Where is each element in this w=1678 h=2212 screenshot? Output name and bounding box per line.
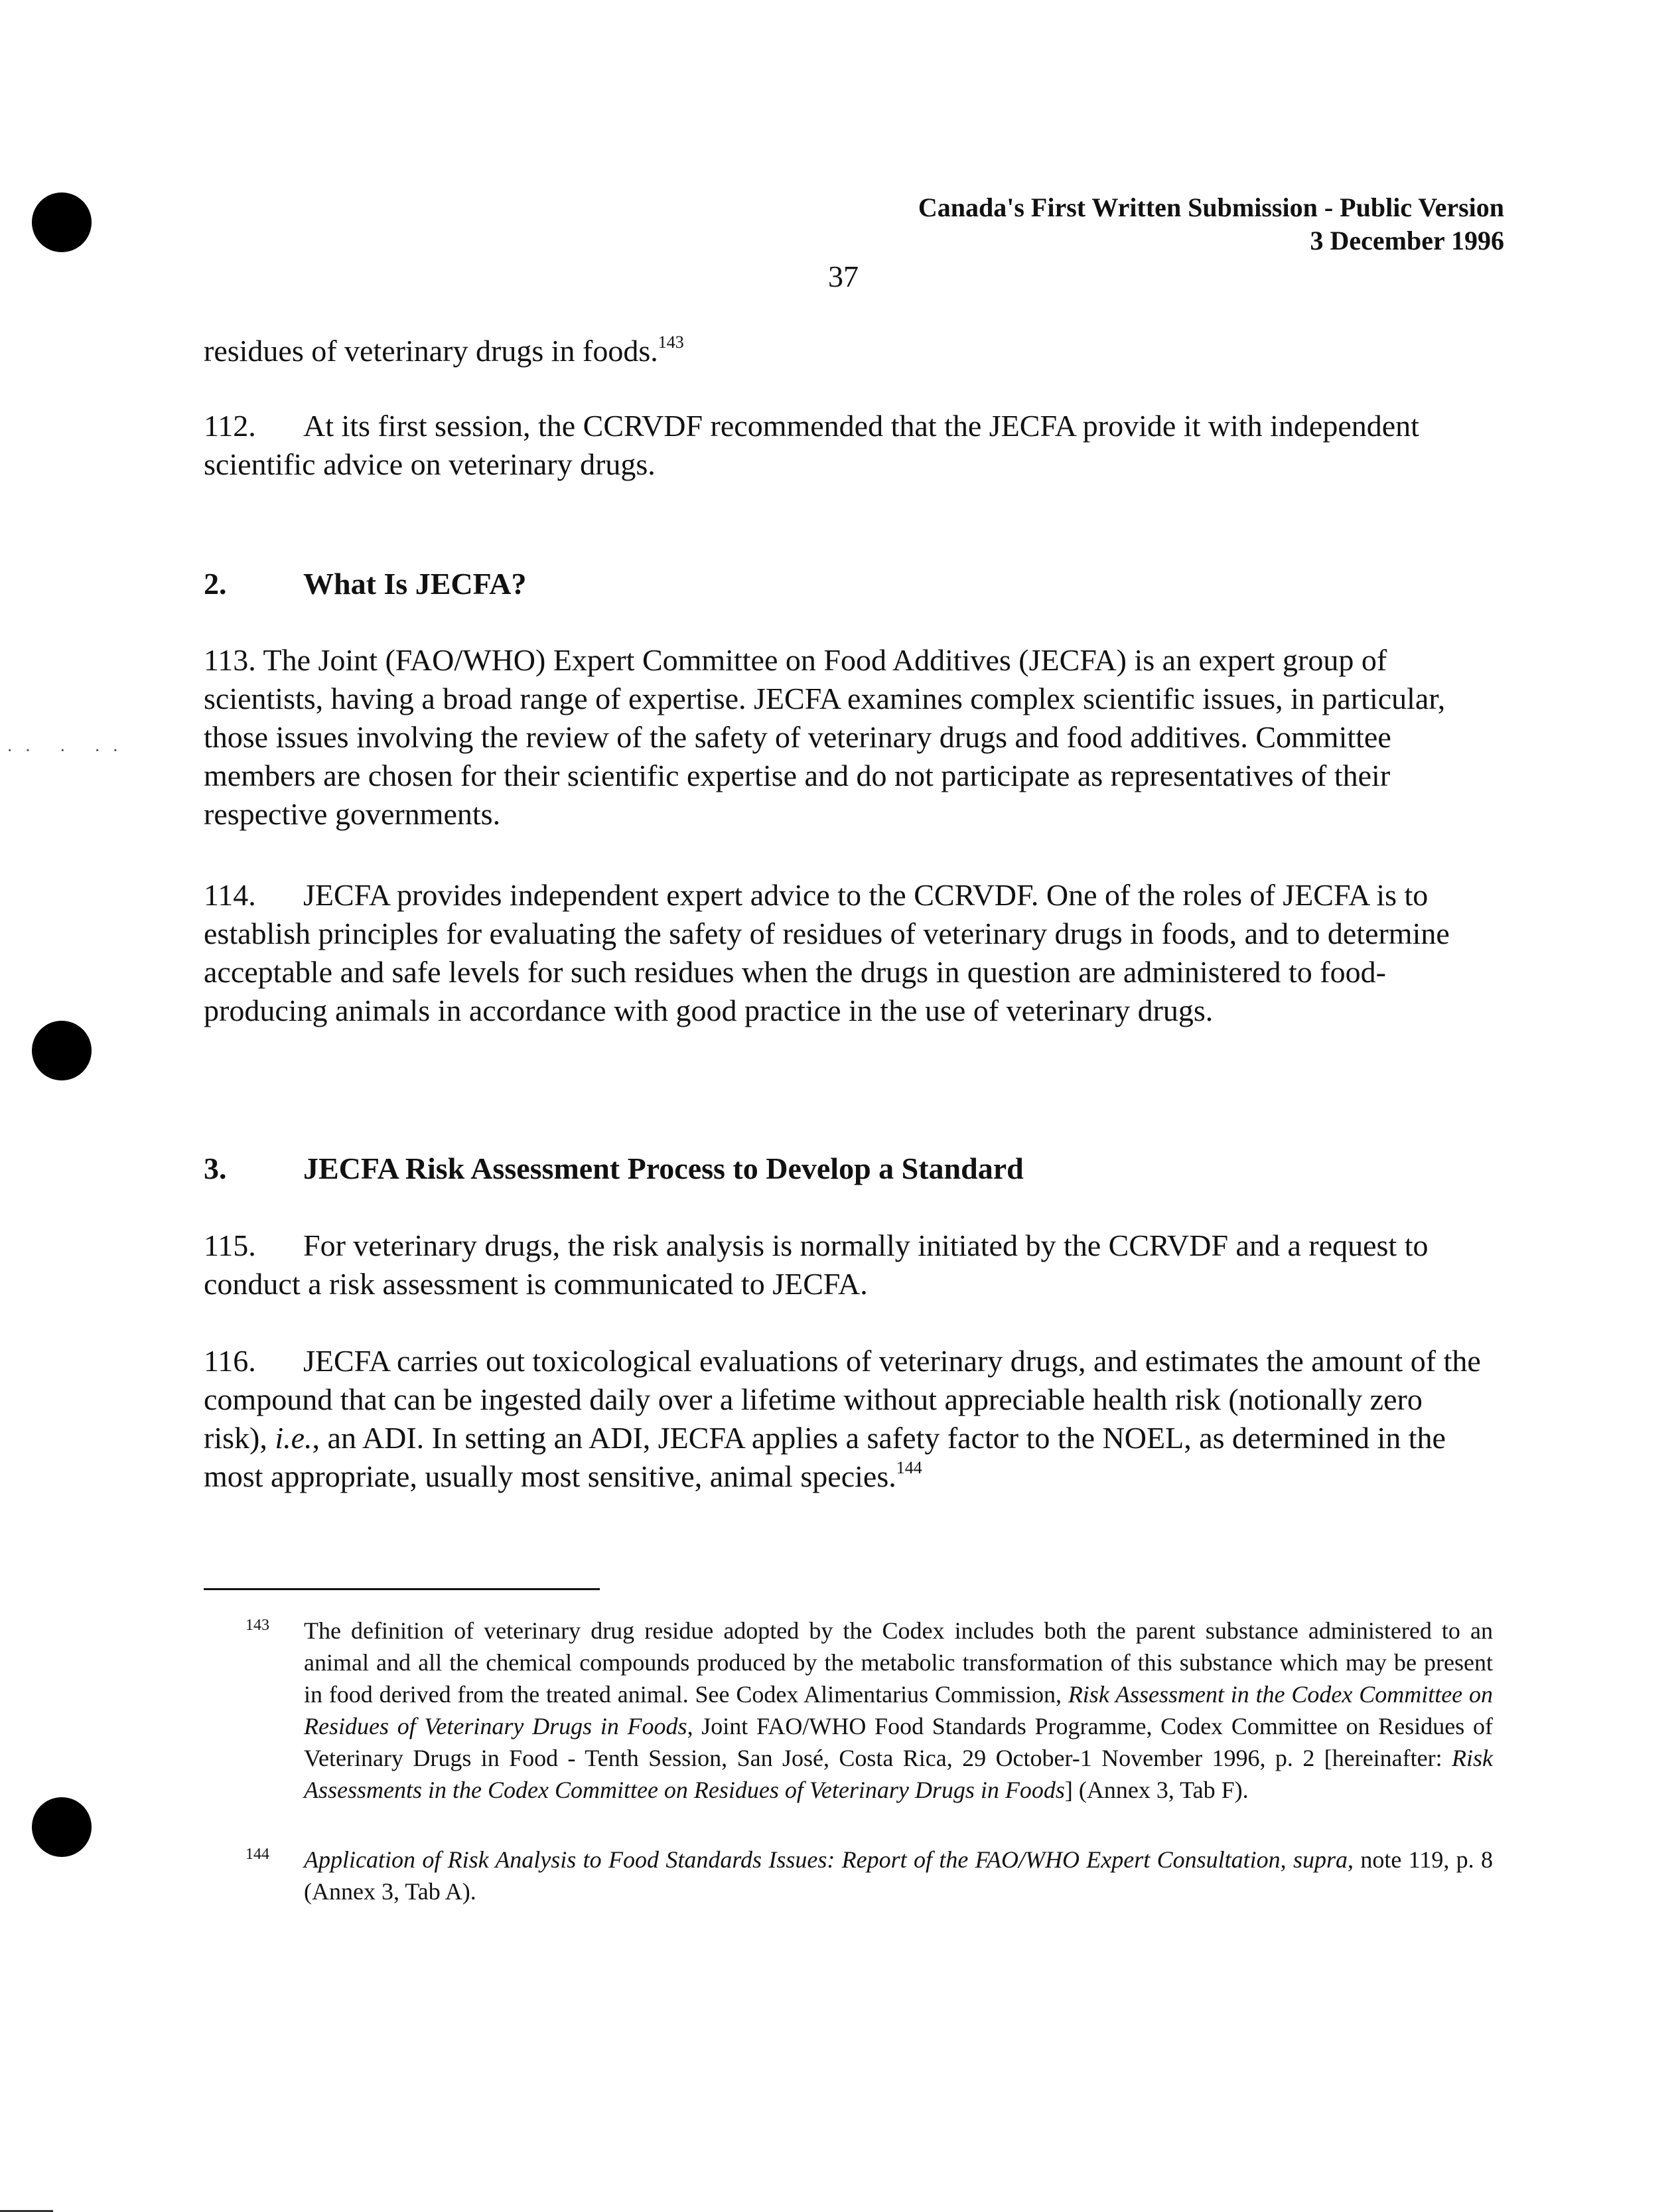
paragraph-text: At its first session, the CCRVDF recommended that the JECFA provide it with independent scientific advice on veterinary drugs. [204,409,1419,481]
section-heading-3 [204,1151,1024,1186]
footnote-143 [245,1615,1493,1806]
paragraph-text: JECFA provides independent expert advice to the CCRVDF. One of the roles of JECFA is to establish principles for evaluating the safety of residues of veterinary drugs in foods, and to determine acceptable and safe levels for such residues when the drugs in question are administered to food-producing animals in accordance with good practice in the use of veterinary drugs. [204,878,1450,1027]
footnote-text [304,1844,1493,1907]
footnote-italic-title: Application of Risk Analysis to Food Standards Issues: Report of the FAO/WHO Expert Consultation, supra [304,1846,1348,1873]
footnote-144 [245,1844,1493,1907]
section-title: What Is JECFA? [303,567,527,601]
paragraph-116 [204,1342,1491,1496]
footnote-separator [204,1588,600,1590]
footnote-italic-title: Risk Assessments in the Codex Committee on Residues of Veterinary Drugs in Foods [304,1745,1493,1803]
paragraph-text: The Joint (FAO/WHO) Expert Committee on Food Additives (JECFA) is an expert group of scientists, having a broad range of expertise. JECFA examines complex scientific issues, in particular, those issues involving the review of the safety of veterinary drugs and food additives. Committee members are chosen for their scientific expertise and do not participate as representatives of their respective governments. [204,643,1446,831]
running-header [918,191,1504,258]
punch-hole-bottom [32,1797,92,1857]
carryover-text: residues of veterinary drugs in foods. [204,334,658,368]
ie-abbreviation: i.e. [275,1421,313,1455]
paragraph-number: 112. [204,409,256,443]
paragraph-114 [204,876,1491,1030]
paragraph-text: For veterinary drugs, the risk analysis is normally initiated by the CCRVDF and a request to conduct a risk assessment is communicated to JECFA. [204,1228,1429,1301]
paragraph-number: 114. [204,878,256,912]
section-number: 3. [204,1151,227,1185]
punch-hole-top [32,192,92,252]
scan-specks: ·· · ·· [7,741,131,761]
punch-hole-middle [32,1021,92,1080]
footnote-text-part: ] (Annex 3, Tab F). [1064,1777,1249,1803]
footnote-number: 143 [245,1617,269,1634]
header-title: Canada's First Written Submission - Public Version [918,192,1504,222]
footnote-number: 144 [245,1846,269,1863]
header-date: 3 December 1996 [1310,226,1504,256]
footnote-italic-title: Risk Assessment in the Codex Committee on Residues of Veterinary Drugs in Foods [304,1681,1493,1739]
carryover-paragraph [204,332,1491,370]
paragraph-112 [204,407,1491,484]
section-heading-2 [204,566,527,601]
footnote-ref-144: 144 [896,1458,922,1477]
footnote-text-part: , Joint FAO/WHO Food Standards Programme, Codex Committee on Residues of Veterinary Drugs in Food - Tenth Session, San José, Costa Rica, 29 October-1 November 1996, p. 2 [hereinafter: [304,1713,1494,1771]
section-number: 2. [204,567,227,601]
paragraph-115 [204,1226,1491,1303]
paragraph-number: 113. [204,643,256,677]
paragraph-number: 116. [204,1344,256,1378]
section-title: JECFA Risk Assessment Process to Develop a Standard [303,1151,1024,1185]
footnote-text-part: , note 119, p. 8 (Annex 3, Tab A). [304,1846,1493,1905]
paragraph-text: JECFA carries out toxicological evaluations of veterinary drugs, and estimates the amount of the compound that can be ingested daily over a lifetime without appreciable health risk (notionally zero risk), [204,1344,1481,1455]
footnote-text [304,1615,1493,1806]
paragraph-text-continued: , an ADI. In setting an ADI, JECFA applies a safety factor to the NOEL, as determined in the most appropriate, usually most sensitive, animal species. [204,1421,1446,1493]
footnote-ref-143: 143 [658,332,684,352]
footnote-text-part: The definition of veterinary drug residue adopted by the Codex includes both the parent substance administered to an animal and all the chemical compounds produced by the metabolic transformation of this substance which may be present in food derived from the treated animal. See Codex Alimentarius Commission, [304,1617,1493,1708]
page-number: 37 [828,259,859,293]
paragraph-113 [204,641,1491,834]
paragraph-number: 115. [204,1228,256,1262]
